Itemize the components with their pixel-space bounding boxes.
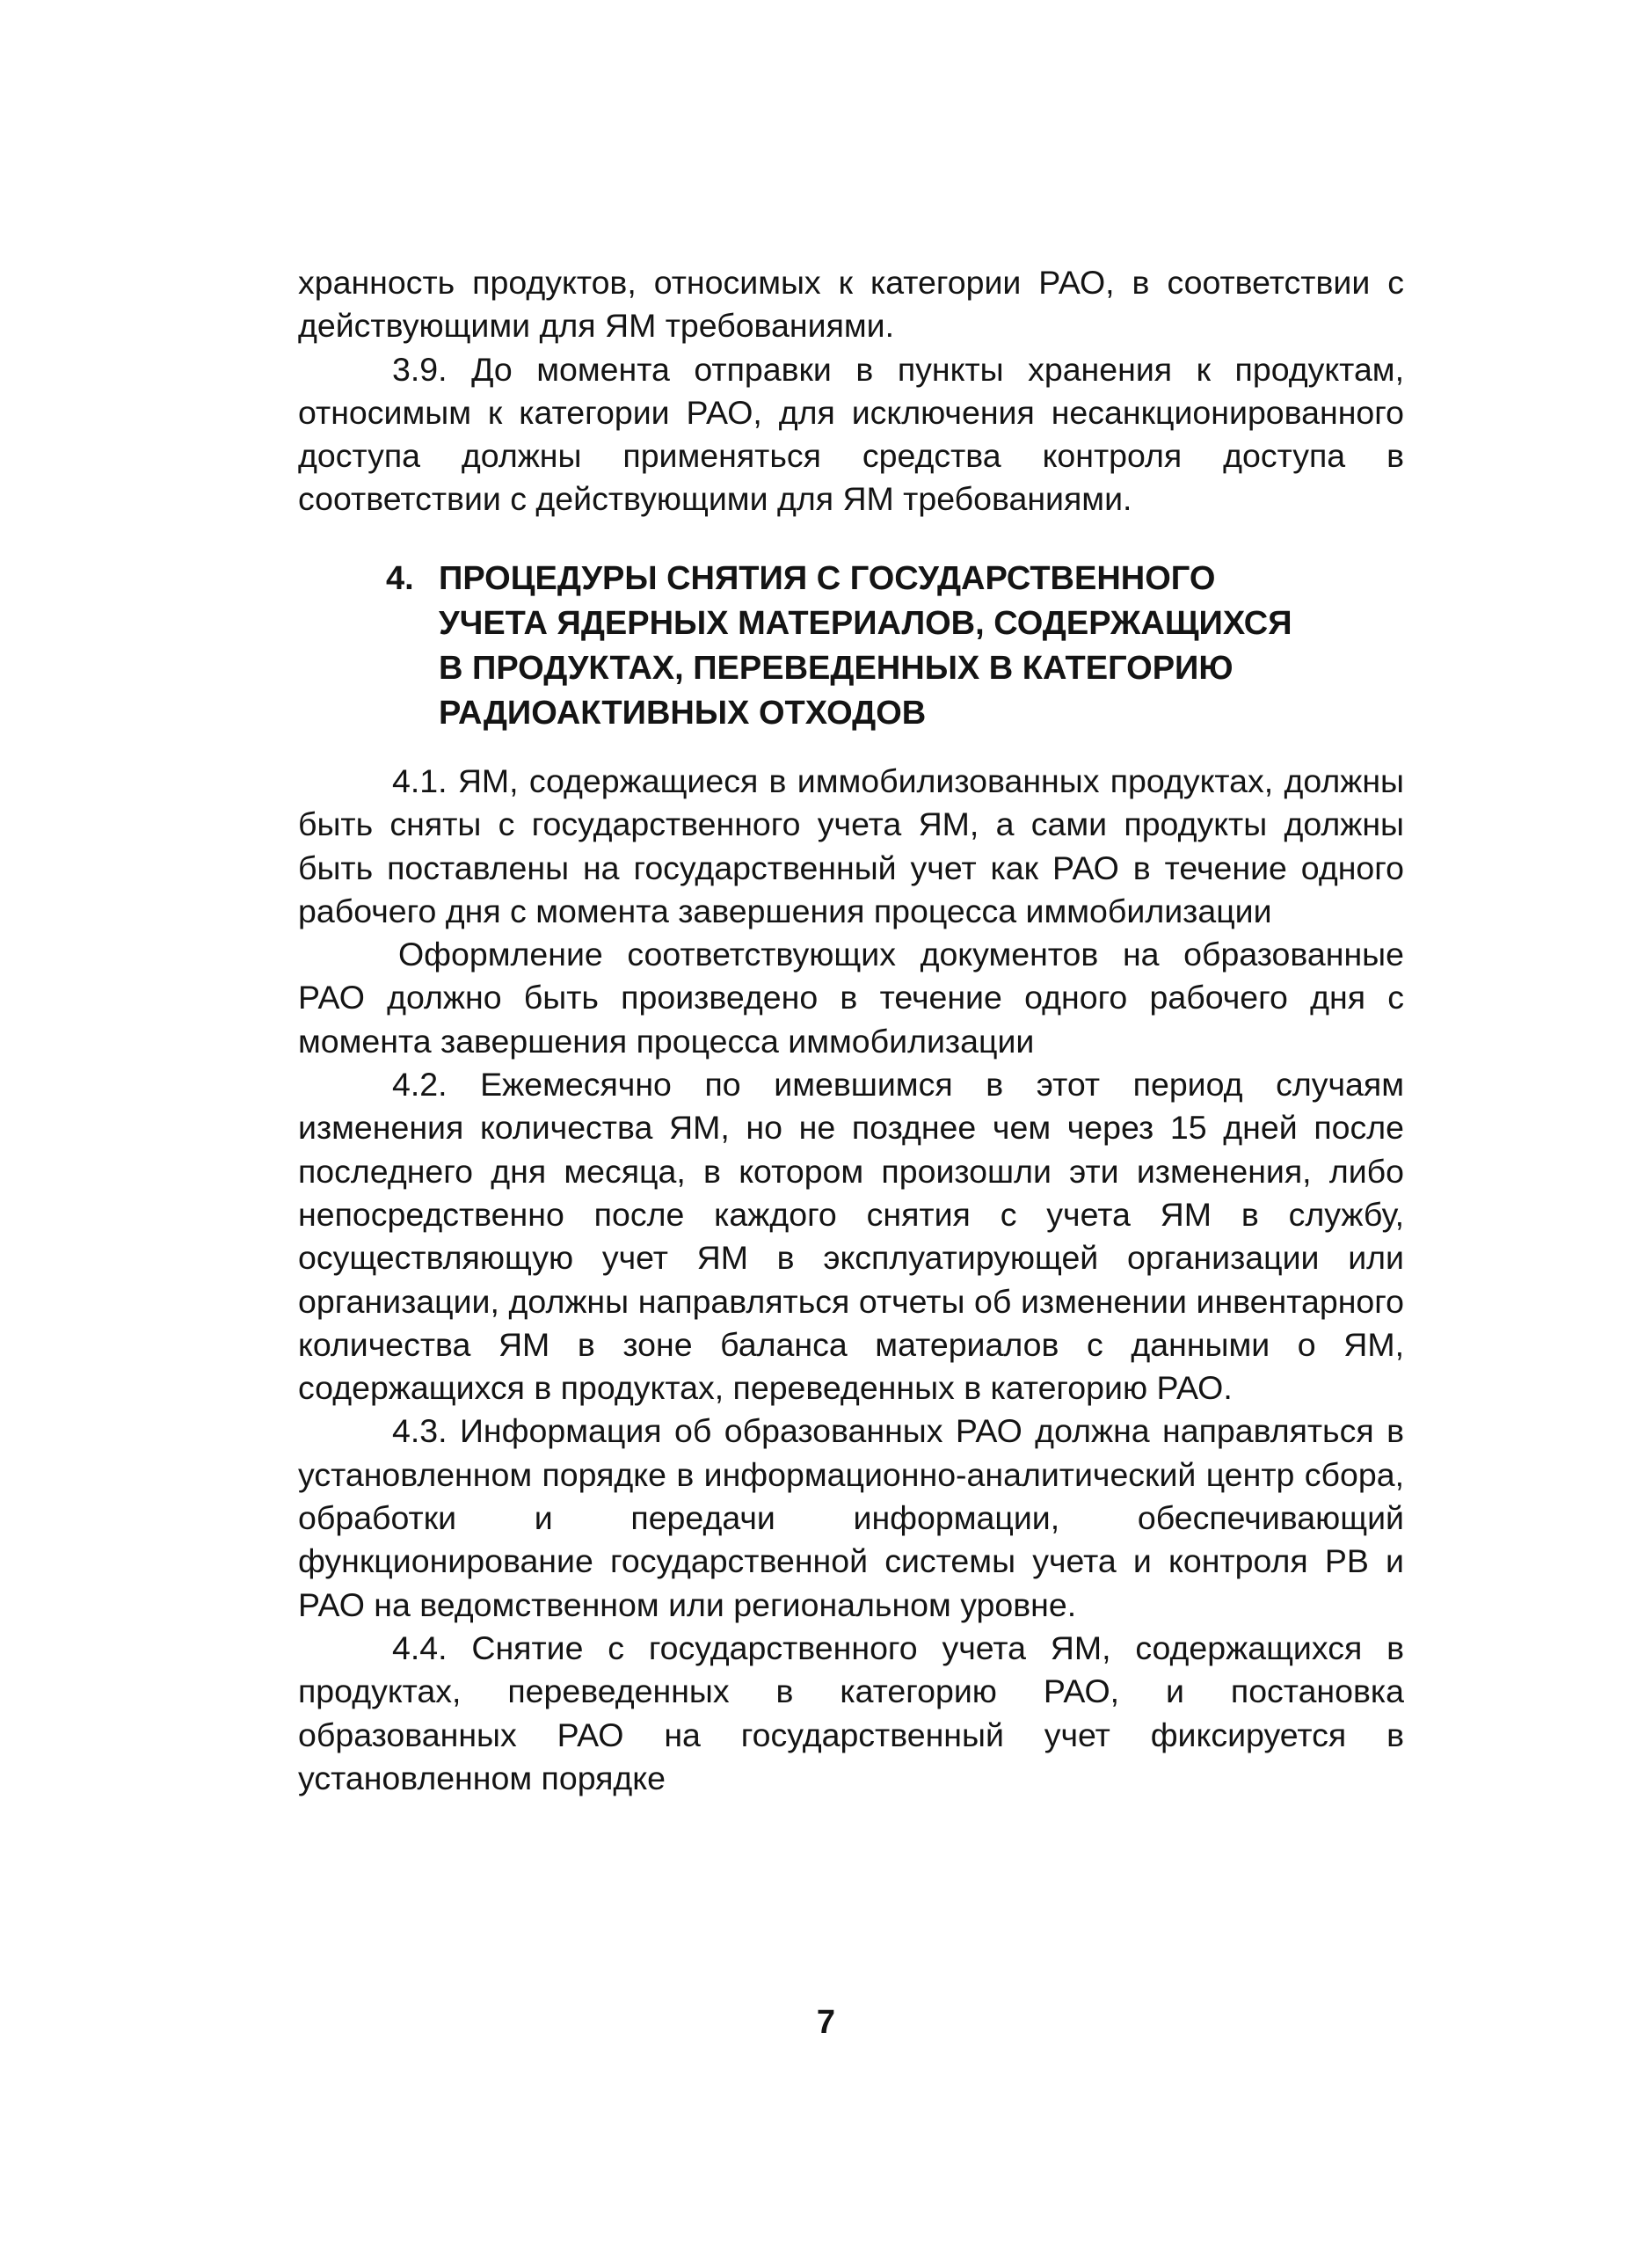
paragraph-3-9: 3.9. До момента отправки в пункты хранения к продуктам, относимым к категории РАО, для исключения несанкционированного доступа должны применяться средства контроля доступа в соответствии с действующими для ЯМ требованиями. xyxy=(298,350,1404,518)
paragraph-continuation: хранность продуктов, относимых к категории РАО, в соответствии с действующими для ЯМ требованиями. xyxy=(298,264,1404,345)
paragraph-4-2: 4.2. Ежемесячно по имевшимся в этот период случаям изменения количества ЯМ, но не позднее чем через 15 дней после последнего дня месяца, в котором произошли эти изменения, либо непосредственно после каждого снятия с учета ЯМ в службу, осуществляющую учет ЯМ в эксплуатирующей организации или организации, должны направляться отчеты об изменении инвентарного количества ЯМ в зоне баланса материалов с данными о ЯМ, содержащихся в продуктах, переведенных в категорию РАО. xyxy=(298,1066,1404,1407)
paragraph-4-4: 4.4. Снятие с государственного учета ЯМ, содержащихся в продуктах, переведенных в категорию РАО, и постановка образованных РАО на государственный учет фиксируется в установленном порядке xyxy=(298,1628,1404,1796)
paragraph-4-3: 4.3. Информация об образованных РАО должна направляться в установленном порядке в информационно-аналитический центр сбора, обработки и передачи информации, обеспечивающий функционирование государственной системы учета и контроля РВ и РАО на ведомственном или региональном уровне. xyxy=(298,1412,1404,1623)
page-number: 7 xyxy=(816,2004,836,2041)
section-body xyxy=(298,760,1404,1800)
section-title: ПРОЦЕДУРЫ СНЯТИЯ С ГОСУДАРСТВЕННОГО УЧЕТА ЯДЕРНЫХ МАТЕРИАЛОВ, СОДЕРЖАЩИХСЯ В ПРОДУКТАХ, ПЕРЕВЕДЕННЫХ В КАТЕГОРИЮ РАДИОАКТИВНЫХ ОТХОДОВ xyxy=(439,560,1292,732)
top-text-block xyxy=(298,261,1404,521)
section-heading xyxy=(386,557,1353,736)
section-number: 4. xyxy=(386,560,414,597)
paragraph-4-1-b: Оформление соответствующих документов на образованные РАО должно быть произведено в течение одного рабочего дня с момента завершения процесса иммобилизации xyxy=(298,936,1404,1060)
paragraph-4-1: 4.1. ЯМ, содержащиеся в иммобилизованных продуктах, должны быть сняты с государственного учета ЯМ, а сами продукты должны быть поставлены на государственный учет как РАО в течение одного рабочего дня с момента завершения процесса иммобилизации xyxy=(298,762,1404,929)
